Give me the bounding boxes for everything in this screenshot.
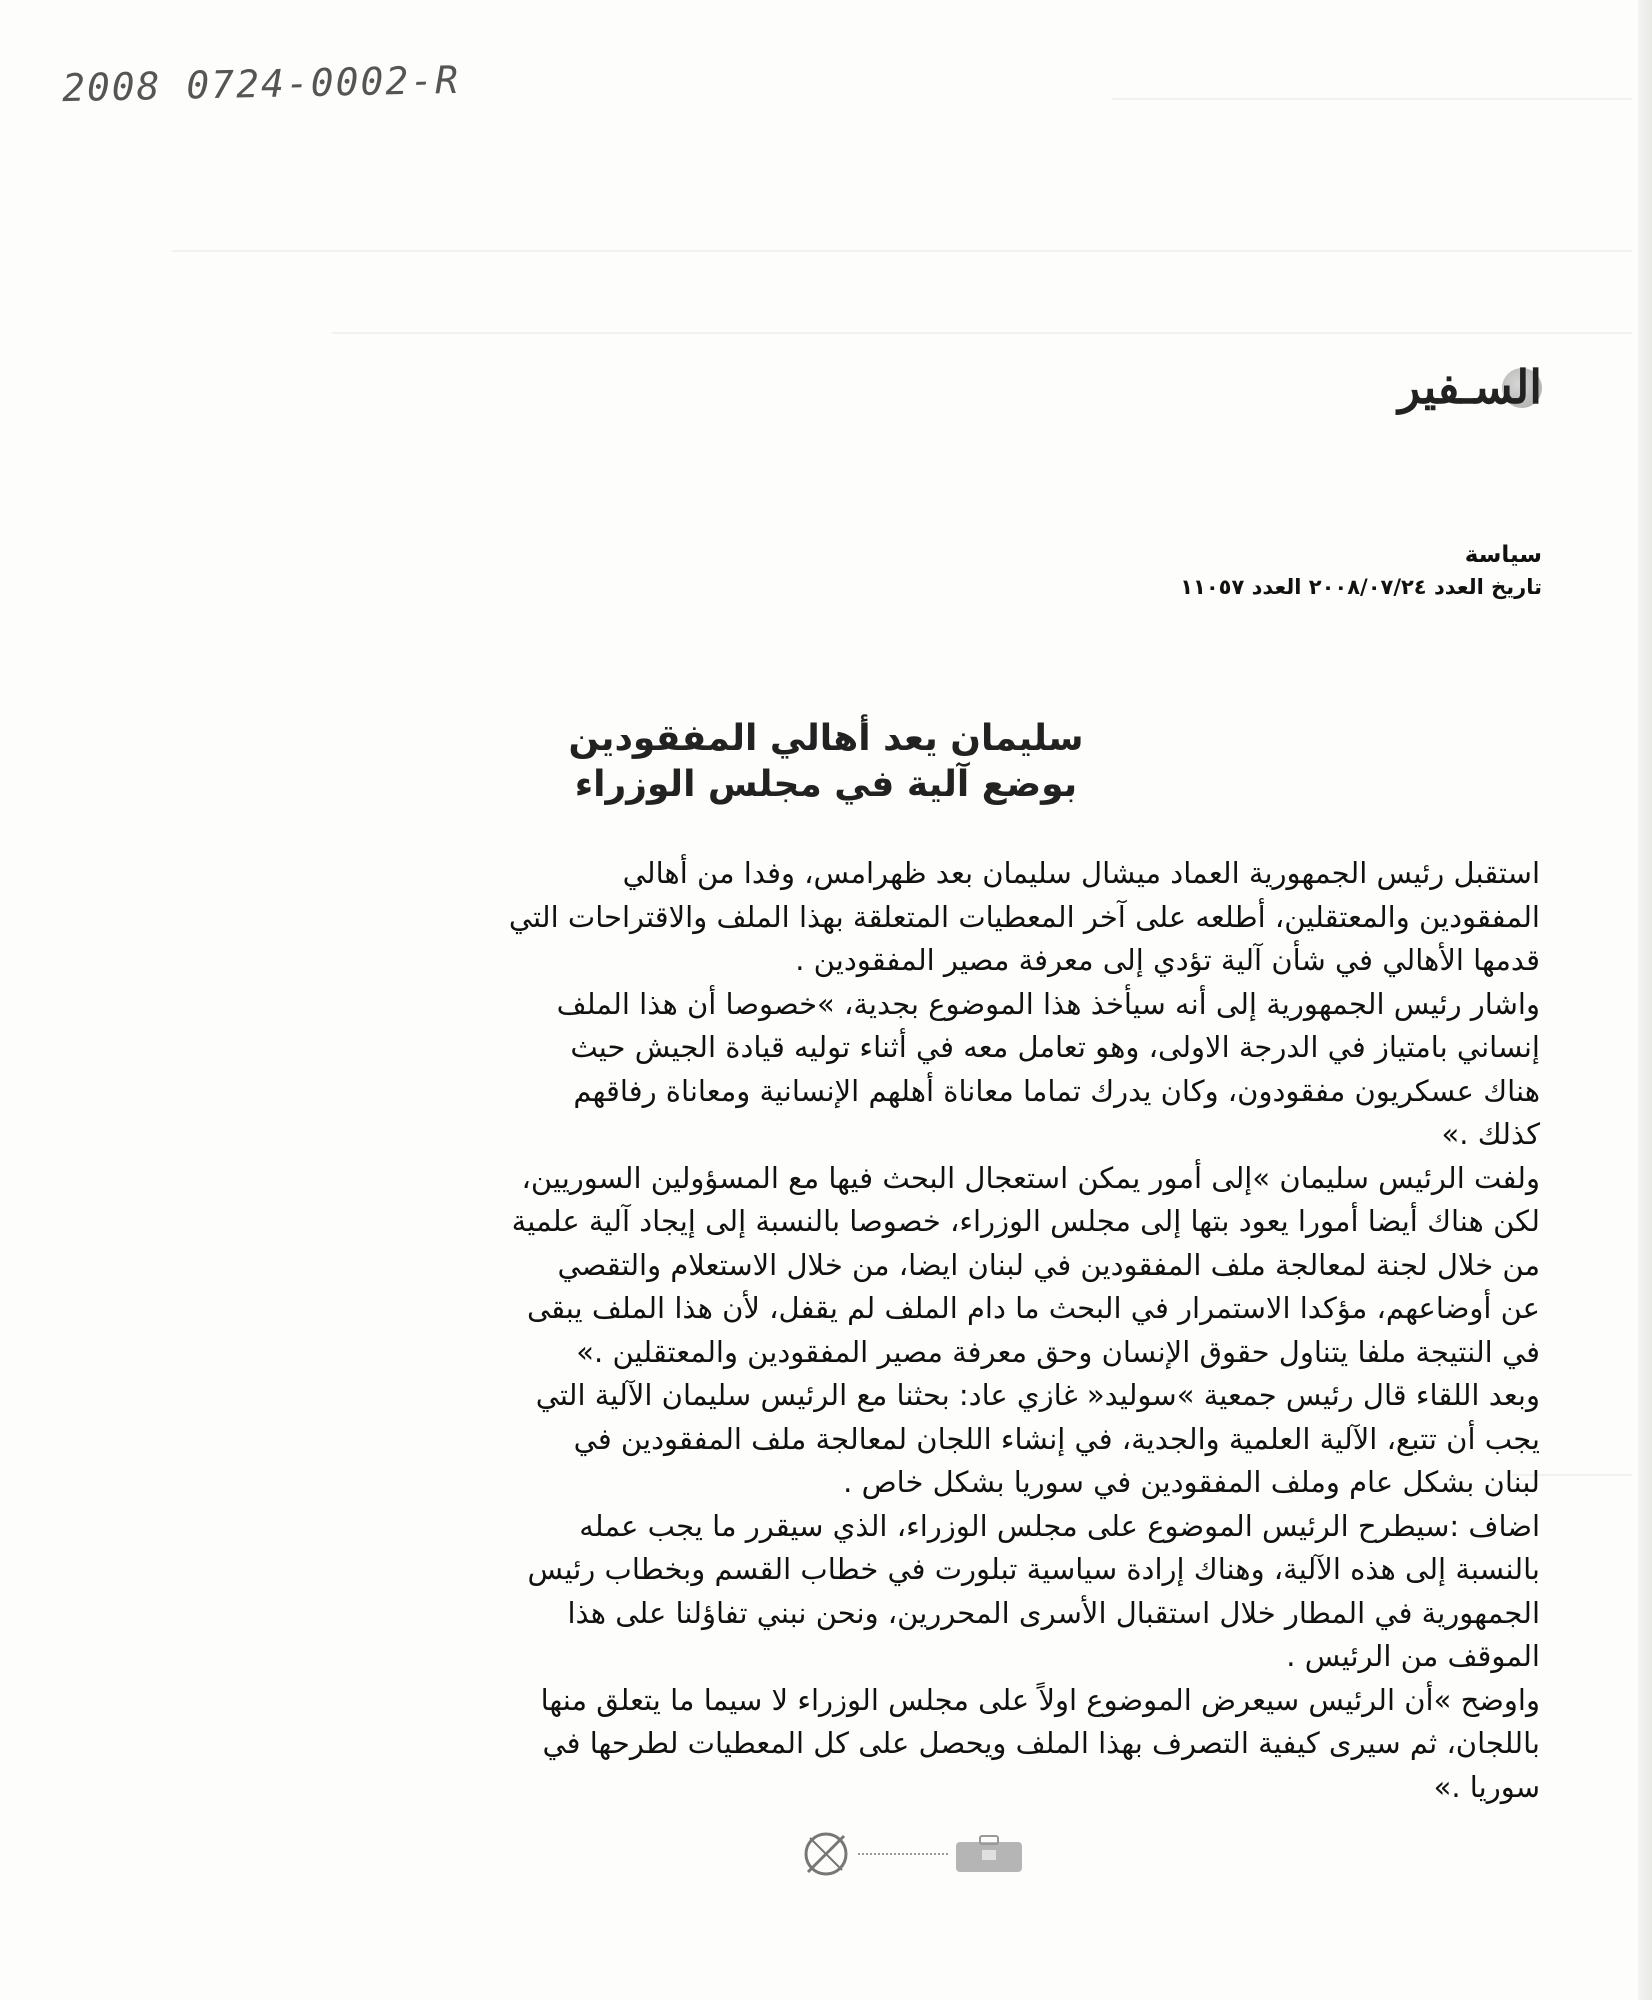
issue-meta bbox=[1180, 540, 1542, 602]
body-line: لكن هناك أيضا أمورا يعود بتها إلى مجلس الوزراء، خصوصا بالنسبة إلى إيجاد آلية علمية bbox=[511, 1204, 1540, 1238]
body-line: واشار رئيس الجمهورية إلى أنه سيأخذ هذا الموضوع بجدية، »خصوصا أن هذا الملف bbox=[556, 986, 1540, 1021]
body-line: كذلك .» bbox=[1441, 1117, 1540, 1151]
body-line: من خلال لجنة لمعالجة ملف المفقودين في لبنان ايضا، من خلال الاستعلام والتقصي bbox=[557, 1247, 1540, 1282]
body-line: لبنان بشكل عام وملف المفقودين في سوريا بشكل خاص . bbox=[843, 1465, 1540, 1499]
body-line: في النتيجة ملفا يتناول حقوق الإنسان وحق معرفة مصير المفقودين والمعتقلين .» bbox=[576, 1334, 1540, 1369]
bleed-through-line bbox=[1112, 98, 1632, 100]
article-headline bbox=[0, 716, 1652, 808]
newspaper-masthead: السـفير bbox=[1398, 360, 1542, 414]
body-line: إنساني بامتياز في الدرجة الاولى، وهو تعامل معه في أثناء توليه قيادة الجيش حيث bbox=[570, 1030, 1540, 1064]
body-line: ولفت الرئيس سليمان »إلى أمور يمكن استعجال البحث فيها مع المسؤولين السوريين، bbox=[521, 1160, 1540, 1195]
handwritten-document-id: 2008 0724-0002-R bbox=[61, 57, 461, 111]
bleed-through-line bbox=[172, 250, 1632, 252]
body-line: بالنسبة إلى هذه الآلية، وهناك إرادة سياسية تبلورت في خطاب القسم وبخطاب رئيس bbox=[527, 1552, 1540, 1586]
body-line: المفقودين والمعتقلين، أطلعه على آخر المعطيات المتعلقة بهذا الملف والاقتراحات التي bbox=[508, 899, 1540, 934]
crossed-circle-stamp-icon bbox=[800, 1828, 852, 1880]
body-line: الموقف من الرئيس . bbox=[1286, 1639, 1540, 1673]
body-line: يجب أن تتبع، الآلية العلمية والجدية، في إنشاء اللجان لمعالجة ملف المفقودين في bbox=[573, 1421, 1540, 1456]
scan-edge bbox=[1638, 0, 1652, 2000]
body-line: وبعد اللقاء قال رئيس جمعية »سوليد« غازي عاد: بحثنا مع الرئيس سليمان الآلية التي bbox=[535, 1378, 1540, 1412]
body-line: عن أوضاعهم، مؤكدا الاستمرار في البحث ما دام الملف لم يقفل، لأن هذا الملف يبقى bbox=[526, 1291, 1540, 1325]
body-line: الجمهورية في المطار خلال استقبال الأسرى المحررين، ونحن نبني تفاؤلنا على هذا bbox=[567, 1595, 1540, 1630]
bleed-through-line bbox=[332, 332, 1632, 334]
issue-date-number: تاريخ العدد ٢٠٠٨/٠٧/٢٤ العدد ١١٠٥٧ bbox=[1180, 575, 1542, 599]
briefcase-icon bbox=[954, 1834, 1024, 1874]
body-line: سوريا .» bbox=[1433, 1769, 1540, 1804]
body-line: هناك عسكريون مفقودون، وكان يدرك تماما معاناة أهلهم الإنسانية ومعاناة رفاقهم bbox=[573, 1073, 1540, 1108]
body-line: واوضح »أن الرئيس سيعرض الموضوع اولاً على مجلس الوزراء لا سيما ما يتعلق منها bbox=[540, 1682, 1540, 1717]
body-line: قدمها الأهالي في شأن آلية تؤدي إلى معرفة مصير المفقودين . bbox=[795, 943, 1540, 977]
article-body bbox=[340, 852, 1540, 1809]
footer-icons bbox=[800, 1828, 1024, 1880]
body-line: باللجان، ثم سيرى كيفية التصرف بهذا الملف ويحصل على كل المعطيات لطرحها في bbox=[542, 1726, 1540, 1760]
headline-line-2: بوضع آلية في مجلس الوزراء bbox=[574, 764, 1078, 805]
body-line: استقبل رئيس الجمهورية العماد ميشال سليمان بعد ظهرامس، وفدا من أهالي bbox=[622, 856, 1540, 890]
dotted-connector bbox=[858, 1853, 948, 1855]
section-label: سياسة bbox=[1464, 542, 1542, 568]
headline-line-1: سليمان يعد أهالي المفقودين bbox=[568, 718, 1084, 759]
body-line: اضاف :سيطرح الرئيس الموضوع على مجلس الوزراء، الذي سيقرر ما يجب عمله bbox=[579, 1508, 1540, 1543]
